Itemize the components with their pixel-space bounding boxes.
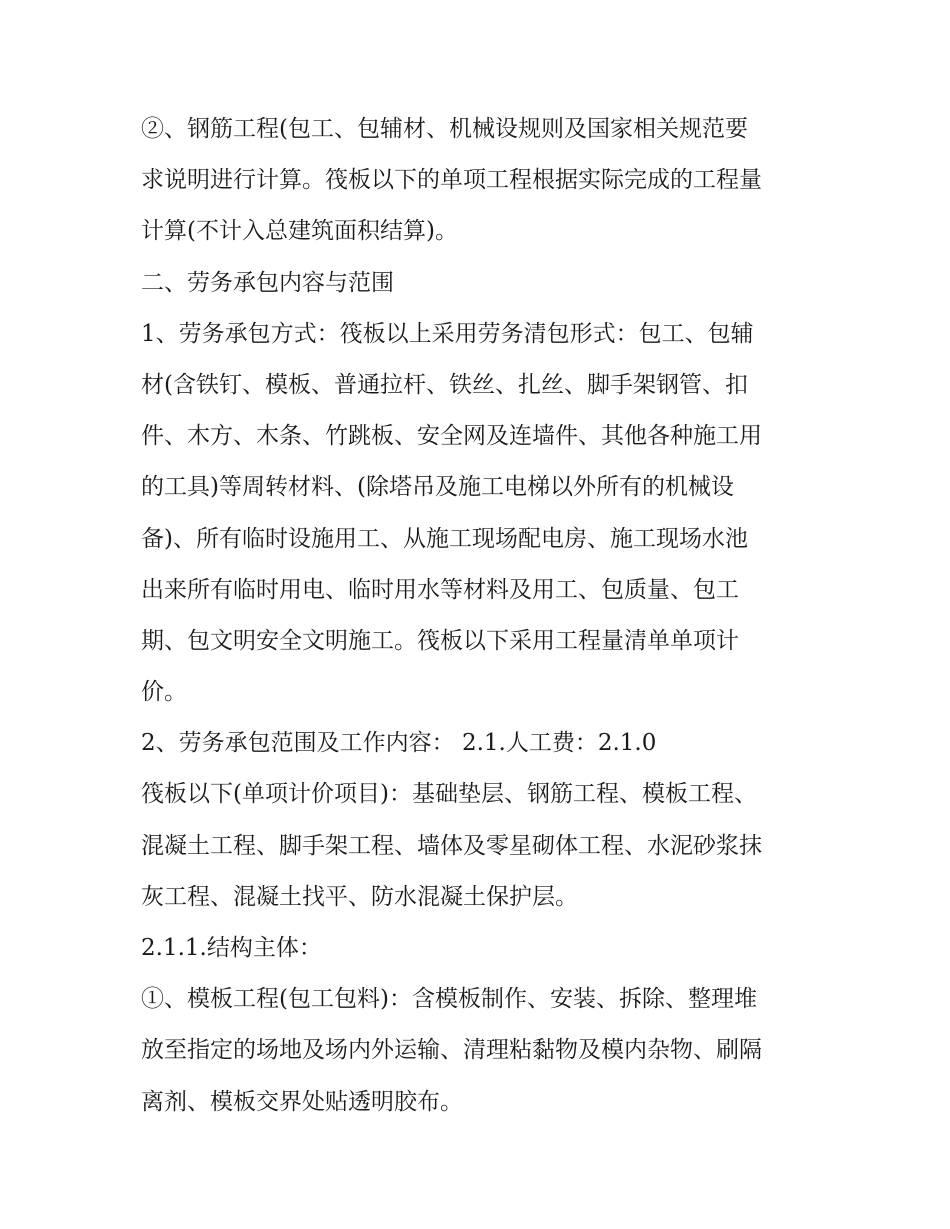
text-line: 筏板以下(单项计价项目)：基础垫层、钢筋工程、模板工程、 <box>141 781 757 808</box>
text-line: 价。 <box>141 679 187 706</box>
text-line: 离剂、模板交界处贴透明胶布。 <box>141 1088 463 1115</box>
text-line: 放至指定的场地及场内外运输、清理粘黏物及模内杂物、刷隔 <box>141 1037 762 1064</box>
text-line: 1、劳务承包方式：筏板以上采用劳务清包形式：包工、包辅 <box>141 320 754 347</box>
subsection-heading: 2.1.1.结构主体： <box>141 935 322 961</box>
text-line: 灰工程、混凝土找平、防水混凝土保护层。 <box>141 883 578 910</box>
text-line: 混凝土工程、脚手架工程、墙体及零星砌体工程、水泥砂浆抹 <box>141 832 762 859</box>
text-line: 2、劳务承包范围及工作内容： 2.1.人工费：2.1.0 <box>141 730 657 757</box>
document-body <box>141 110 821 1134</box>
text-line: 备)、所有临时设施用工、从施工现场配电房、施工现场水池 <box>141 525 748 552</box>
text-line: ①、模板工程(包工包料)：含模板制作、安装、拆除、整理堆 <box>141 986 757 1013</box>
section-heading: 二、劳务承包内容与范围 <box>141 269 394 296</box>
text-line: 出来所有临时用电、临时用水等材料及用工、包质量、包工 <box>141 576 739 603</box>
text-line: 求说明进行计算。筏板以下的单项工程根据实际完成的工程量 <box>141 167 762 194</box>
text-line: 件、木方、木条、竹跳板、安全网及连墙件、其他各种施工用 <box>141 423 762 450</box>
text-line: 计算(不计入总建筑面积结算)。 <box>141 218 458 245</box>
text-line: 材(含铁钉、模板、普通拉杆、铁丝、扎丝、脚手架钢管、扣 <box>141 371 748 398</box>
text-line: 的工具)等周转材料、(除塔吊及施工电梯以外所有的机械设 <box>141 474 734 501</box>
text-line: 期、包文明安全文明施工。筏板以下采用工程量清单单项计 <box>141 627 739 654</box>
text-line: ②、钢筋工程(包工、包辅材、机械设规则及国家相关规范要 <box>141 116 748 142</box>
